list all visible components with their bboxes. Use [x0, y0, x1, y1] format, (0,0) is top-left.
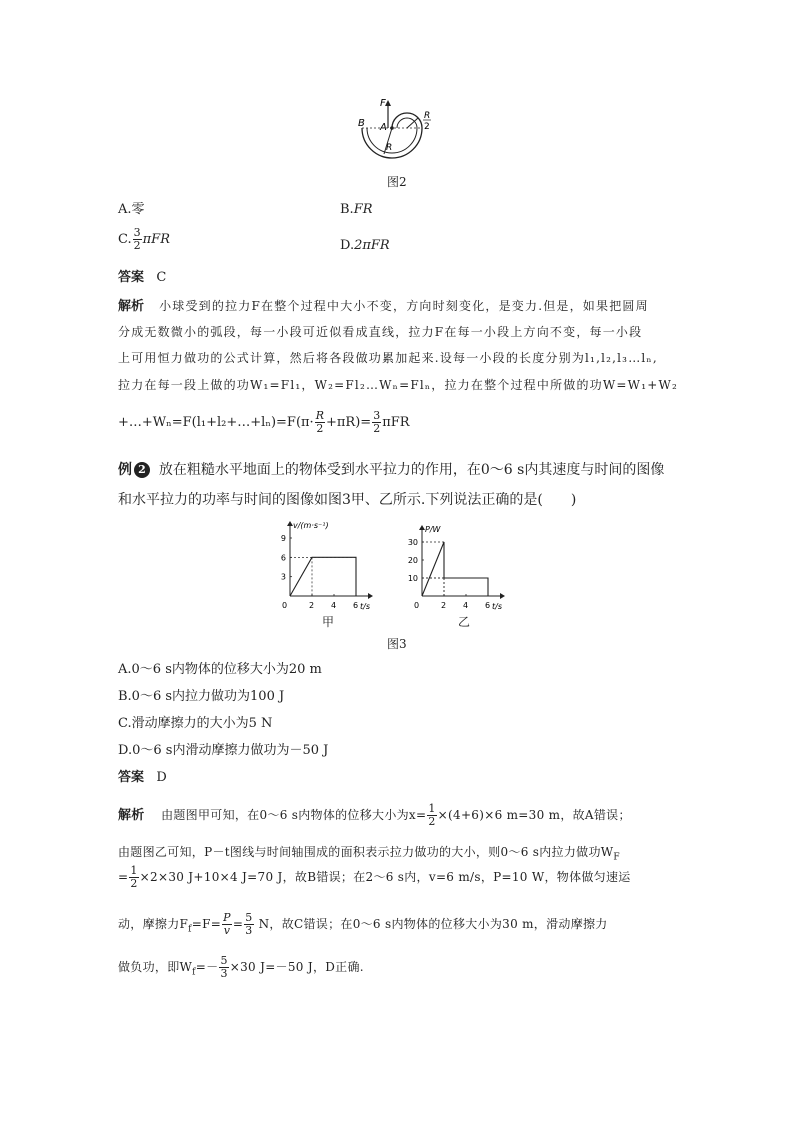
- small-circle-outer: [392, 113, 422, 128]
- q1-option-b: B.FR: [340, 202, 373, 217]
- q2-option-c: C.滑动摩擦力的大小为5 N: [118, 716, 273, 731]
- point-a-dot: [390, 126, 394, 130]
- series-line: [290, 557, 356, 596]
- x-tick-label: 4: [331, 601, 337, 610]
- series-line: [422, 542, 488, 596]
- q1-answer: 答案 C: [118, 270, 167, 285]
- q1-option-d: D.2πFR: [340, 238, 390, 253]
- x-tick-label: 0: [282, 601, 288, 610]
- x-tick-label: 0: [414, 601, 420, 610]
- force-arrowhead: [385, 100, 391, 106]
- label-b: B: [358, 118, 365, 129]
- figure-3-caption: 图3: [387, 637, 407, 651]
- q2-analysis-line-3: = $\frac{1}{2}$ ×2×30 J+10×4 J=70 J，故B错误；在2～6 s内，v=6 m/s，P=10 W，物体做匀速运: [118, 864, 631, 890]
- q2-option-b: B.0～6 s内拉力做功为100 J: [118, 689, 285, 704]
- x-tick-label: 6: [353, 601, 359, 610]
- label-r-half-bottom: 2: [424, 122, 430, 132]
- label-r: R: [386, 143, 393, 153]
- y-tick-label: 9: [280, 534, 286, 543]
- q1-analysis-line-2: 分成无数微小的弧段，每一小段可近似看成直线，拉力F在每一小段上方向不变，每一小段: [118, 325, 643, 339]
- x-tick-label: 6: [485, 601, 491, 610]
- label-f: F: [380, 98, 386, 109]
- q2-option-a: A.0～6 s内物体的位移大小为20 m: [118, 662, 322, 677]
- label-r-half-top: R: [424, 111, 431, 121]
- small-circle-inner: [397, 118, 417, 128]
- y-tick-label: 30: [407, 538, 418, 547]
- q2-analysis-line-5: 做负功，即$W_f=-$ $\frac{5}{3}$ ×30 J=－50 J，D正确.: [118, 954, 364, 980]
- q2-answer: 答案 D: [118, 770, 167, 785]
- q2-analysis-line-1: 解析 由题图甲可知，在0～6 s内物体的位移大小为x= $\frac{1}{2}$ ×(4+6)×6 m=30 m，故A错误；: [118, 802, 631, 828]
- figure-2-diagram: [350, 98, 440, 173]
- q2-number-badge: 2: [134, 462, 150, 478]
- q1-analysis-line-5: +…+Wₙ=F(l₁+l₂+…+lₙ)=F(π· $\frac{R}{2}$ +πR)= $\frac{3}{2}$ πFR: [118, 409, 410, 435]
- x-tick-label: 4: [463, 601, 469, 610]
- x-axis-arrow: [368, 593, 373, 599]
- q1-option-c: C. $\frac{3}{2}$ πFR: [118, 226, 170, 252]
- q1-analysis-line-4: 拉力在每一段上做的功W₁=Fl₁，W₂=Fl₂…Wₙ=Flₙ，拉力在整个过程中所做的功W=W₁+W₂: [118, 378, 679, 392]
- x-axis-arrow: [500, 593, 505, 599]
- y-tick-label: 3: [280, 572, 286, 582]
- q2-analysis-line-2: 由题图乙可知，P－t图线与时间轴围成的面积表示拉力做功的大小，则0～6 s内拉力做功$W_F$: [118, 845, 620, 863]
- q2-stem-line-2: 和水平拉力的功率与时间的图像如图3甲、乙所示.下列说法正确的是( ): [118, 492, 577, 508]
- y-tick-label: 20: [407, 556, 418, 565]
- y-axis-label: P/W: [425, 525, 441, 534]
- q1-analysis-line-3: 上可用恒力做功的公式计算，然后将各段做功累加起来.设每一小段的长度分别为l₁,l₂,l₃…lₙ,: [118, 351, 658, 365]
- chart-a-caption: 甲: [322, 615, 335, 629]
- x-axis-label: t/s: [492, 602, 502, 611]
- q2-analysis-line-4: 动，摩擦力$F_f=F=$ $\frac{P}{v}$ = $\frac{5}{3}$ N，故C错误；在0～6 s内物体的位移大小为30 m，滑动摩擦力: [118, 911, 608, 937]
- x-tick-label: 2: [441, 601, 447, 610]
- label-a: A: [380, 122, 387, 133]
- figure-2-caption: 图2: [387, 175, 407, 189]
- x-tick-label: 2: [309, 601, 315, 610]
- y-tick-label: 10: [407, 574, 418, 583]
- q1-option-a: A.零: [118, 202, 145, 217]
- q2-stem-line-1: 例 2 放在粗糙水平地面上的物体受到水平拉力的作用，在0～6 s内其速度与时间的图像: [118, 462, 665, 478]
- q1-analysis-line-1: 解析 小球受到的拉力F在整个过程中大小不变，方向时刻变化，是变力.但是，如果把圆周: [118, 299, 649, 314]
- x-axis-label: t/s: [360, 602, 370, 611]
- y-axis-label: v/(m·s⁻¹): [293, 521, 329, 530]
- q2-option-d: D.0～6 s内滑动摩擦力做功为－50 J: [118, 743, 329, 758]
- chart-b-caption: 乙: [458, 615, 471, 629]
- y-tick-label: 6: [280, 553, 286, 563]
